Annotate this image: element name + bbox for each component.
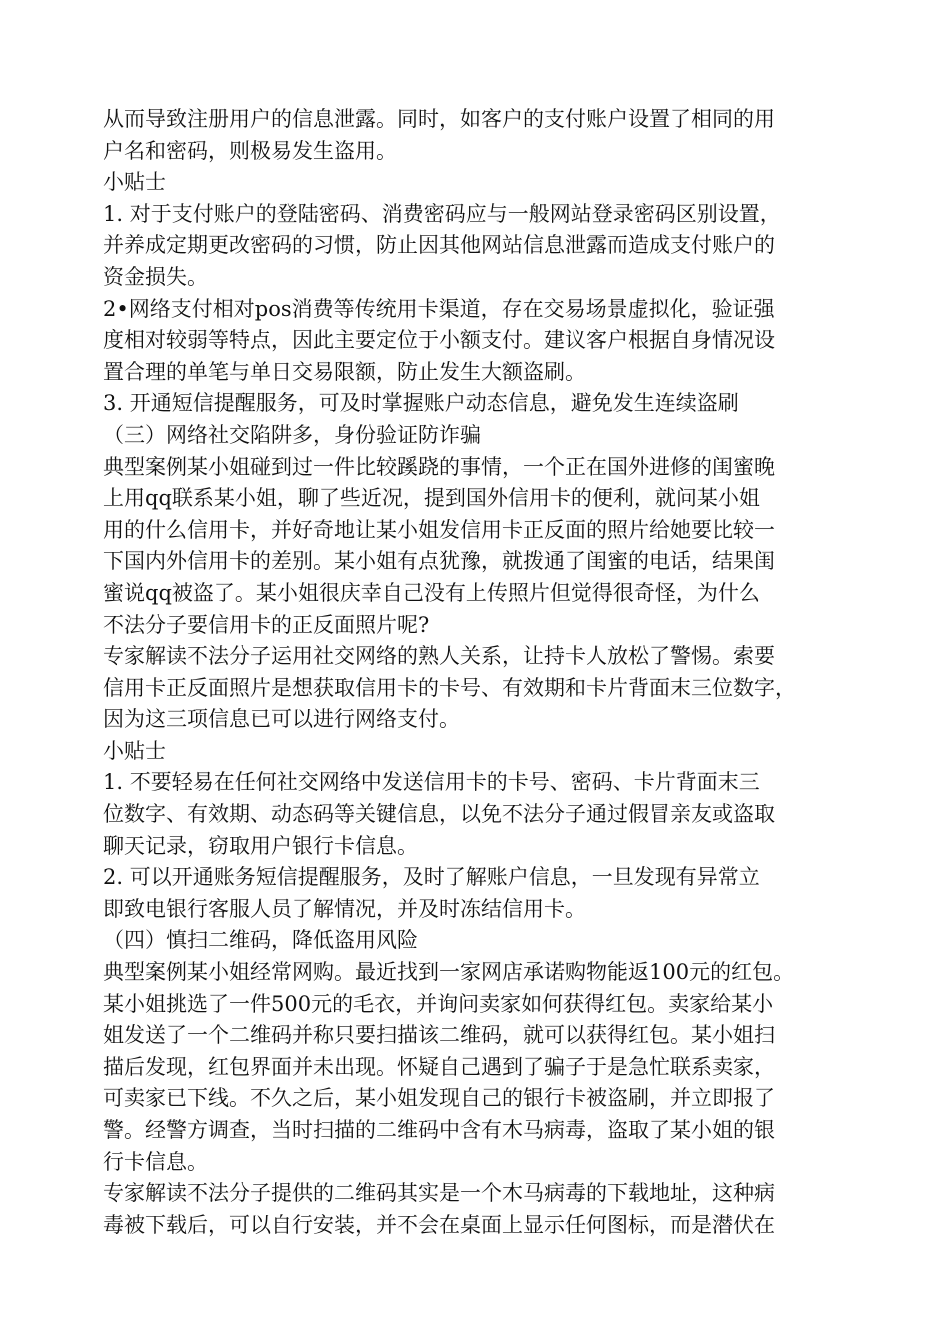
text-line: （三）网络社交陷阱多，身份验证防诈骗 [103, 422, 481, 447]
text-line: 资金损失。 [103, 264, 208, 289]
text-line: 小贴士 [103, 170, 166, 195]
text-line: 置合理的单笔与单日交易限额，防止发生大额盗刷。 [103, 359, 586, 384]
text-line: 即致电银行客服人员了解情况，并及时冻结信用卡。 [103, 896, 586, 921]
text-line: 从而导致注册用户的信息泄露。同时，如客户的支付账户设置了相同的用 [103, 107, 775, 131]
text-line: 并养成定期更改密码的习惯，防止因其他网站信息泄露而造成支付账户的 [103, 233, 775, 258]
text-line: 上用qq联系某小姐，聊了些近况，提到国外信用卡的便利，就问某小姐 [103, 486, 760, 511]
text-line: 姐发送了一个二维码并称只要扫描该二维码，就可以获得红包。某小姐扫 [103, 1023, 775, 1048]
text-line: 蜜说qq被盗了。某小姐很庆幸自己没有上传照片但觉得很奇怪，为什么 [103, 580, 760, 605]
text-line: 毒被下载后，可以自行安装，并不会在桌面上显示任何图标，而是潜伏在 [103, 1212, 775, 1237]
text-line: 专家解读不法分子提供的二维码其实是一个木马病毒的下载地址，这种病 [103, 1181, 775, 1206]
text-line: 用的什么信用卡，并好奇地让某小姐发信用卡正反面的照片给她要比较一 [103, 517, 775, 542]
text-line: （四）慎扫二维码，降低盗用风险 [103, 928, 418, 953]
text-line: 下国内外信用卡的差别。某小姐有点犹豫，就拨通了闺蜜的电话，结果闺 [103, 549, 775, 574]
text-line: 警。经警方调查，当时扫描的二维码中含有木马病毒，盗取了某小姐的银 [103, 1118, 775, 1142]
text-line: 户名和密码，则极易发生盗用。 [103, 138, 397, 163]
text-line: 小贴士 [103, 738, 166, 763]
text-line: 某小姐挑选了一件500元的毛衣，并询问卖家如何获得红包。卖家给某小 [103, 991, 774, 1016]
text-line: 聊天记录，窃取用户银行卡信息。 [103, 833, 418, 858]
text-line: 3. 开通短信提醒服务，可及时掌握账户动态信息，避免发生连续盗刷 [103, 391, 739, 416]
text-line: 度相对较弱等特点，因此主要定位于小额支付。建议客户根据自身情况设 [103, 328, 775, 353]
text-line: 描后发现，红包界面并未出现。怀疑自己遇到了骗子于是急忙联系卖家， [103, 1054, 775, 1079]
text-line: 典型案例某小姐碰到过一件比较蹊跷的事情，一个正在国外进修的闺蜜晚 [103, 454, 775, 479]
text-line: 不法分子要信用卡的正反面照片呢? [103, 612, 430, 637]
text-line: 1. 不要轻易在任何社交网络中发送信用卡的卡号、密码、卡片背面末三 [103, 770, 760, 795]
document-body [103, 104, 873, 1241]
text-line: 2. 可以开通账务短信提醒服务，及时了解账户信息，一旦发现有异常立 [103, 865, 760, 890]
text-line: 专家解读不法分子运用社交网络的熟人关系，让持卡人放松了警惕。索要 [103, 644, 775, 669]
text-line: 因为这三项信息已可以进行网络支付。 [103, 707, 460, 732]
text-line: 信用卡正反面照片是想获取信用卡的卡号、有效期和卡片背面末三位数字， [103, 675, 796, 700]
text-line: 典型案例某小姐经常网购。最近找到一家网店承诺购物能返100元的红包。 [103, 960, 795, 985]
text-line: 可卖家已下线。不久之后，某小姐发现自己的银行卡被盗刷，并立即报了 [103, 1086, 775, 1111]
text-line: 2•网络支付相对pos消费等传统用卡渠道，存在交易场景虚拟化，验证强 [103, 296, 775, 321]
text-line: 1. 对于支付账户的登陆密码、消费密码应与一般网站登录密码区别设置， [103, 201, 781, 226]
text-line: 行卡信息。 [103, 1149, 208, 1174]
text-line: 位数字、有效期、动态码等关键信息，以免不法分子通过假冒亲友或盗取 [103, 802, 775, 827]
